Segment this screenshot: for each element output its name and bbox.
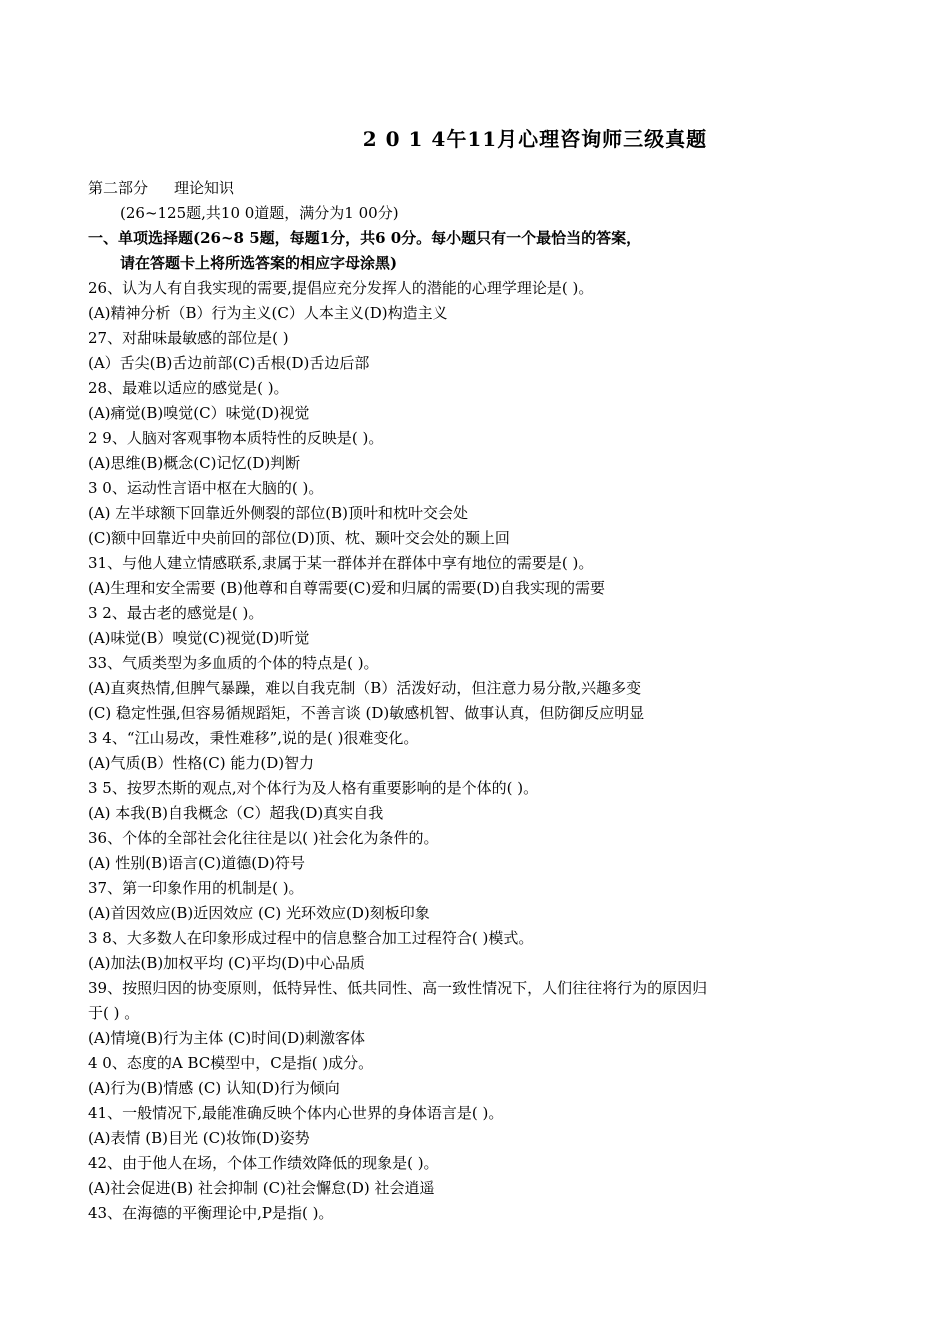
section-part: 第二部分 <box>88 179 149 197</box>
option-line: (A）舌尖(B)舌边前部(C)舌根(D)舌边后部 <box>88 354 370 372</box>
question-line: 2 9、人脑对客观事物本质特性的反映是( )。 <box>88 429 384 447</box>
question-line: 41、一般情况下,最能准确反映个体内心世界的身体语言是( )。 <box>88 1104 504 1122</box>
option-line: (A) 性别(B)语言(C)道德(D)符号 <box>88 854 305 872</box>
question-line: 3 0、运动性言语中枢在大脑的( )。 <box>88 479 324 497</box>
question-line: 33、气质类型为多血质的个体的特点是( )。 <box>88 654 379 672</box>
question-line: 36、个体的全部社会化往往是以( )社会化为条件的。 <box>88 829 439 847</box>
question-line: 3 5、按罗杰斯的观点,对个体行为及人格有重要影响的是个体的( )。 <box>88 779 539 797</box>
question-line: 27、对甜味最敏感的部位是( ) <box>88 329 289 347</box>
question-line-continued: 于( ) 。 <box>88 1004 140 1022</box>
question-line: 3 8、大多数人在印象形成过程中的信息整合加工过程符合( )模式。 <box>88 929 534 947</box>
option-line: (A)社会促进(B) 社会抑制 (C)社会懈怠(D) 社会逍遥 <box>88 1179 435 1197</box>
section-header <box>88 176 888 201</box>
question-line: 42、由于他人在场，个体工作绩效降低的现象是( )。 <box>88 1154 439 1172</box>
question-line: 28、最难以适应的感觉是( )。 <box>88 379 289 397</box>
option-line: (A)气质(B）性格(C) 能力(D)智力 <box>88 754 315 772</box>
question-type-instructions: 请在答题卡上将所选答案的相应字母涂黑) <box>120 254 398 272</box>
question-line: 4 0、态度的A BC模型中，C是指( )成分。 <box>88 1054 374 1072</box>
question-line: 3 4、“江山易改，秉性难移”,说的是( )很难变化。 <box>88 729 419 747</box>
question-line: 39、按照归因的协变原则，低特异性、低共同性、高一致性情况下，人们往往将行为的原因归 <box>88 979 708 997</box>
option-line: (C) 稳定性强,但容易循规蹈矩，不善言谈 (D)敏感机智、做事认真，但防御反应明显 <box>88 704 645 722</box>
option-line: (A)加法(B)加权平均 (C)平均(D)中心品质 <box>88 954 365 972</box>
option-line: (A) 左半球额下回靠近外侧裂的部位(B)顶叶和枕叶交会处 <box>88 504 469 522</box>
section-name: 理论知识 <box>174 179 235 197</box>
option-line: (A)表情 (B)目光 (C)妆饰(D)姿势 <box>88 1129 310 1147</box>
question-type-heading: 一、单项选择题(26~8 5题，每题1分，共6 0分。每小题只有一个最恰当的答案， <box>88 229 642 247</box>
option-line: (A)思维(B)概念(C)记忆(D)判断 <box>88 454 301 472</box>
option-line: (A)精神分析（B）行为主义(C）人本主义(D)构造主义 <box>88 304 448 322</box>
option-line: (A)首因效应(B)近因效应 (C) 光环效应(D)刻板印象 <box>88 904 430 922</box>
option-line: (A)行为(B)情感 (C) 认知(D)行为倾向 <box>88 1079 340 1097</box>
option-line: (A)痛觉(B)嗅觉(C）味觉(D)视觉 <box>88 404 310 422</box>
section-range: (26~125题,共10 0道题，满分为1 00分) <box>120 204 399 222</box>
question-line: 31、与他人建立情感联系,隶属于某一群体并在群体中享有地位的需要是( )。 <box>88 554 594 572</box>
question-list <box>88 276 888 1226</box>
option-line: (A) 本我(B)自我概念（C）超我(D)真实自我 <box>88 804 384 822</box>
option-line: (C)额中回靠近中央前回的部位(D)顶、枕、颞叶交会处的颞上回 <box>88 529 510 547</box>
option-line: (A)直爽热情,但脾气暴躁，难以自我克制（B）活泼好动，但注意力易分散,兴趣多变 <box>88 679 642 697</box>
question-line: 37、第一印象作用的机制是( )。 <box>88 879 304 897</box>
document-body <box>88 176 888 1226</box>
option-line: (A)生理和安全需要 (B)他尊和自尊需要(C)爱和归属的需要(D)自我实现的需要 <box>88 579 605 597</box>
question-line: 26、认为人有自我实现的需要,提倡应充分发挥人的潜能的心理学理论是( )。 <box>88 279 594 297</box>
page-title: 2 0 1 4午11月心理咨询师三级真题 <box>362 127 708 151</box>
question-line: 43、在海德的平衡理论中,P是指( )。 <box>88 1204 334 1222</box>
option-line: (A)情境(B)行为主体 (C)时间(D)刺激客体 <box>88 1029 365 1047</box>
question-line: 3 2、最古老的感觉是( )。 <box>88 604 264 622</box>
option-line: (A)味觉(B）嗅觉(C)视觉(D)听觉 <box>88 629 310 647</box>
